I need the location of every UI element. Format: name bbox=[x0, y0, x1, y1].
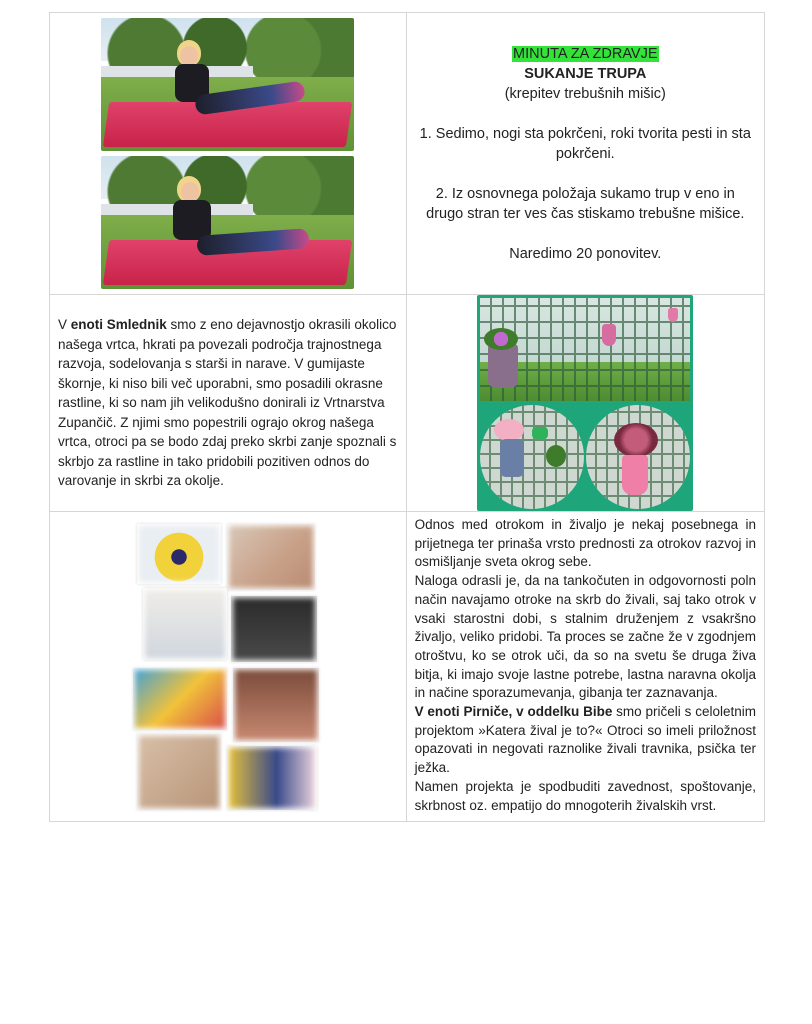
collage-children-photo-1 bbox=[143, 588, 227, 660]
boot-planters-collage bbox=[477, 295, 693, 511]
exercise-photo-twist bbox=[101, 156, 354, 289]
exercise-step-2: 2. Iz osnovnega položaja sukamo trup v eno in drugo stran ter ves čas stiskamo trebušne mišice. bbox=[426, 185, 745, 222]
exercise-photos-cell bbox=[50, 13, 407, 295]
exercise-step-1: 1. Sedimo, nogi sta pokrčeni, roki tvorita pesti in sta pokrčeni. bbox=[419, 125, 751, 162]
exercise-heading: MINUTA ZA ZDRAVJE bbox=[513, 45, 658, 62]
collage-magnifier-photo bbox=[231, 596, 317, 662]
garden-collage-cell bbox=[406, 295, 764, 512]
exercise-reps: Naredimo 20 ponovitev. bbox=[509, 245, 662, 262]
exercise-text-cell bbox=[406, 13, 764, 295]
exercise-subtitle: (krepitev trebušnih mišic) bbox=[504, 85, 666, 102]
animal-paragraph-2: Naloga odrasli je, da na tankočuten in odgovornosti poln način navajamo otroke na skrb do živali, saj tako otrok v vsaki starostni dobi, s stalnim druženjem z vsakršno živaljo, veliko pridobi. Ta proces se začne že v zgodnjem otroštvu, ko se otrok uči, da so na svetu še druga živa bitja, ki imajo svoje lastne potrebe, lastna naravna okolja in načine sporazumevanja, gibanja ter zaznavanja. bbox=[414, 573, 756, 701]
animal-project-collage bbox=[133, 522, 323, 812]
exercise-title: SUKANJE TRUPA bbox=[524, 65, 647, 82]
smlednik-paragraph: V enoti Smlednik smo z eno dejavnostjo okrasili okolico našega vrtca, hkrati pa povezali področja trajnostnega razvoja, sodelovanja s starši in narave. V gumijaste škornje, ki niso bili več uporabni, smo posadili okrasne rastline, ki so nam jih velikodušno donirali iz Vrtnarstva Zupančič. Z njimi smo popestrili ograjo okrog našega vrtca, otroci pa se bodo zdaj preko skrbi zanje spoznali s skrbjo za rastline in tako pridobili pozitiven odnos do varovanje in skrbi za okolje. bbox=[58, 317, 397, 489]
animal-paragraph-3: V enoti Pirniče, v oddelku Bibe smo pričeli s celoletnim projektom »Katera žival je to?« Otroci so imeli priložnost opazovati in negovati raznolike živali travnika, psička ter ježka. bbox=[414, 704, 757, 776]
smlednik-text-cell bbox=[50, 295, 407, 512]
collage-snail-hand-photo bbox=[227, 524, 315, 590]
animal-collage-cell bbox=[50, 512, 407, 822]
animal-paragraph-1: Odnos med otrokom in živaljo je nekaj posebnega in prijetnega ter prinaša vrsto prednosti za otrokov razvoj in osmišljanje sveta okrog sebe. bbox=[414, 517, 756, 570]
collage-children-yellow-photo bbox=[227, 746, 317, 810]
animal-text-cell bbox=[406, 512, 764, 822]
collage-sunflower-photo bbox=[137, 524, 221, 584]
pirnice-unit: V enoti Pirniče, v oddelku Bibe bbox=[414, 704, 613, 720]
newsletter-table bbox=[49, 12, 765, 822]
exercise-photo-start bbox=[101, 18, 354, 151]
animal-paragraph-4: Namen projekta je spodbuditi zavednost, spoštovanje, skrbnost oz. empatijo do mnogoterih živalskih vrst. bbox=[414, 778, 756, 813]
collage-hedgehog-photo bbox=[233, 668, 319, 742]
collage-children-circle-photo bbox=[133, 668, 227, 730]
collage-hand-photo bbox=[137, 734, 221, 810]
smlednik-unit: enoti Smlednik bbox=[70, 317, 167, 333]
